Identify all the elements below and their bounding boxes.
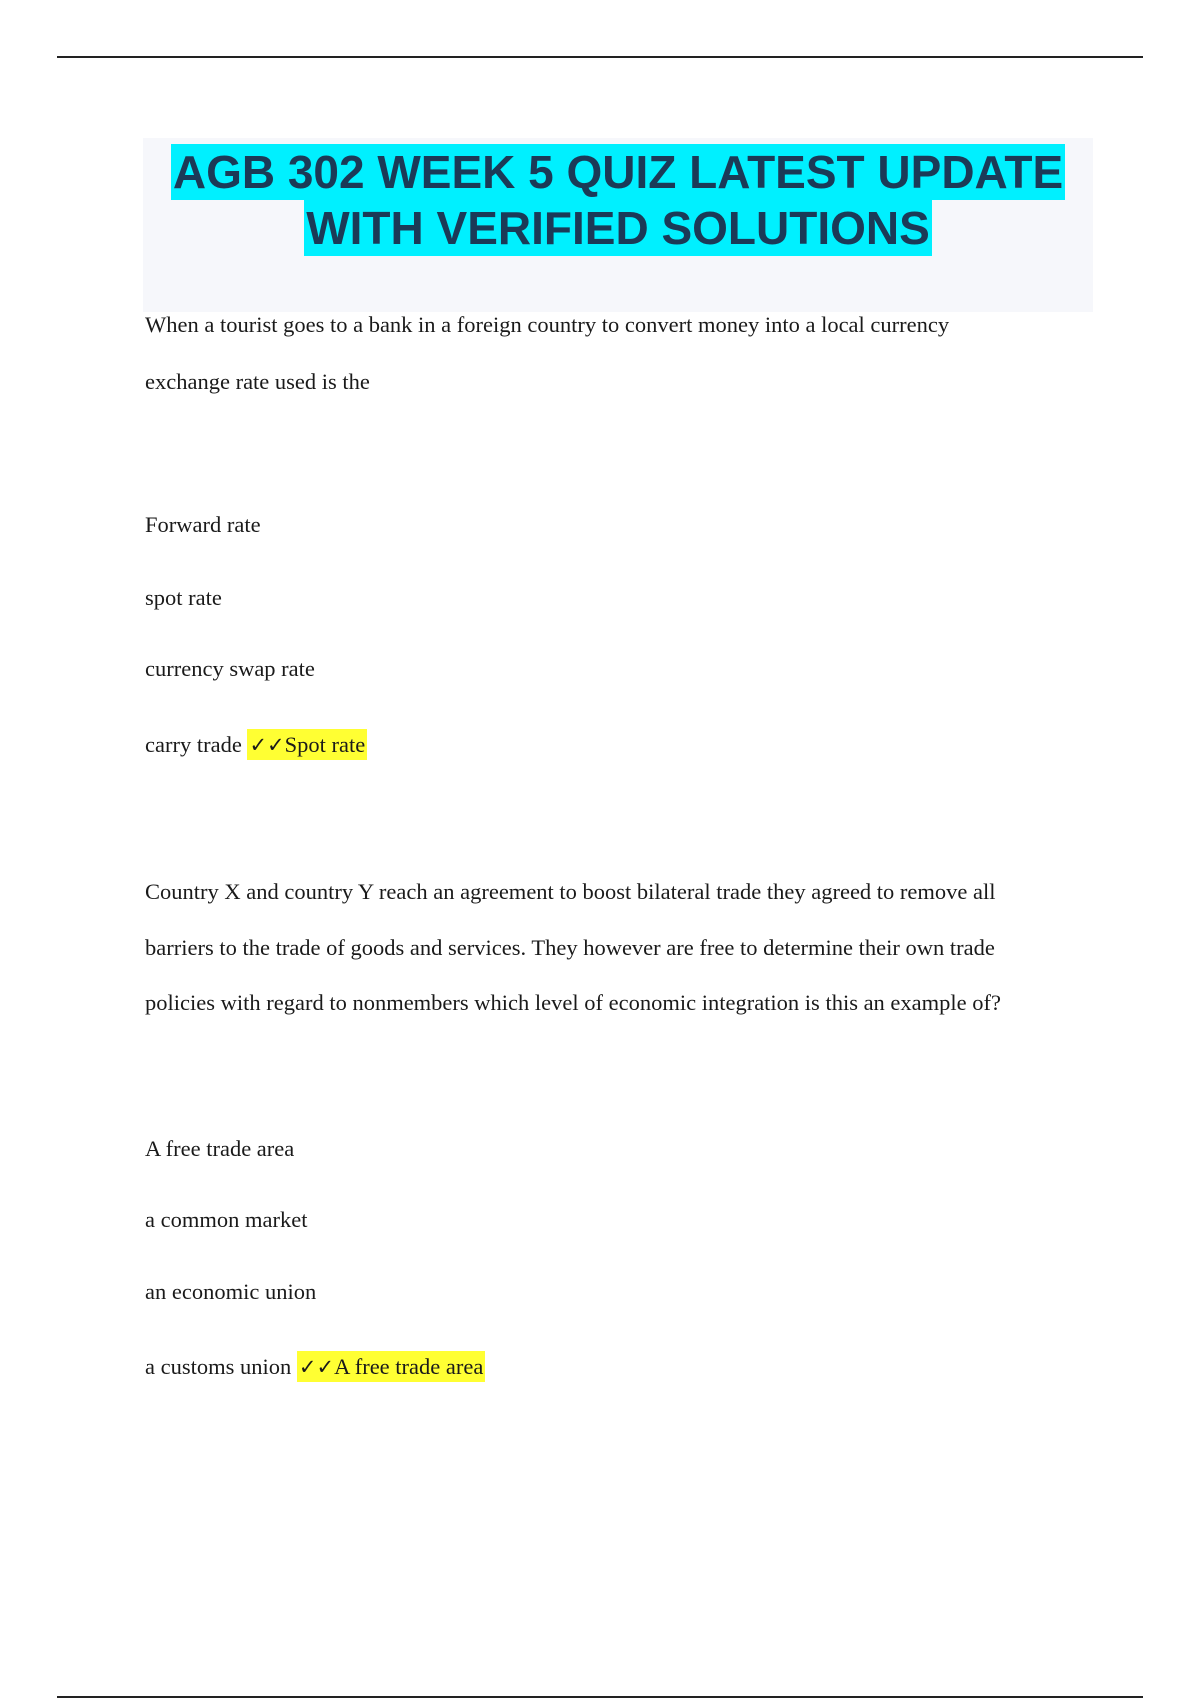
bottom-rule [57, 1696, 1143, 1698]
question-1-option-3: currency swap rate [145, 656, 315, 681]
question-1-option-2: spot rate [145, 585, 222, 610]
question-2-option-2: a common market [145, 1207, 308, 1232]
question-2-option-4: a customs union [145, 1354, 292, 1379]
question-2-answer-text: A free trade area [334, 1354, 484, 1379]
document-title-line-1: AGB 302 WEEK 5 QUIZ LATEST UPDATE [172, 146, 1064, 198]
title-block [143, 138, 1093, 312]
question-1-line-2: exchange rate used is the [145, 369, 370, 394]
double-check-icon: ✓✓ [249, 733, 285, 757]
question-1-answer [247, 729, 367, 760]
question-2-option-4-row [145, 1352, 485, 1382]
question-2-option-1: A free trade area [145, 1136, 295, 1161]
document-title-line-2: WITH VERIFIED SOLUTIONS [306, 202, 930, 254]
question-2-option-3: an economic union [145, 1279, 317, 1304]
double-check-icon: ✓✓ [298, 1355, 335, 1379]
question-1-answer-text: Spot rate [284, 732, 366, 757]
question-2-line-1: Country X and country Y reach an agreement to boost bilateral trade they agreed to remove all [145, 879, 996, 904]
question-1-option-4-row [145, 730, 367, 760]
top-rule [57, 56, 1143, 58]
question-2-line-3: policies with regard to nonmembers which level of economic integration is this an example of? [145, 990, 1001, 1015]
question-1-line-1: When a tourist goes to a bank in a foreign country to convert money into a local currency [145, 312, 950, 337]
question-1-option-1: Forward rate [145, 512, 261, 537]
question-2-answer [297, 1351, 485, 1382]
question-2-line-2: barriers to the trade of goods and services. They however are free to determine their own trade [145, 935, 995, 960]
question-1-option-4: carry trade [145, 732, 242, 757]
